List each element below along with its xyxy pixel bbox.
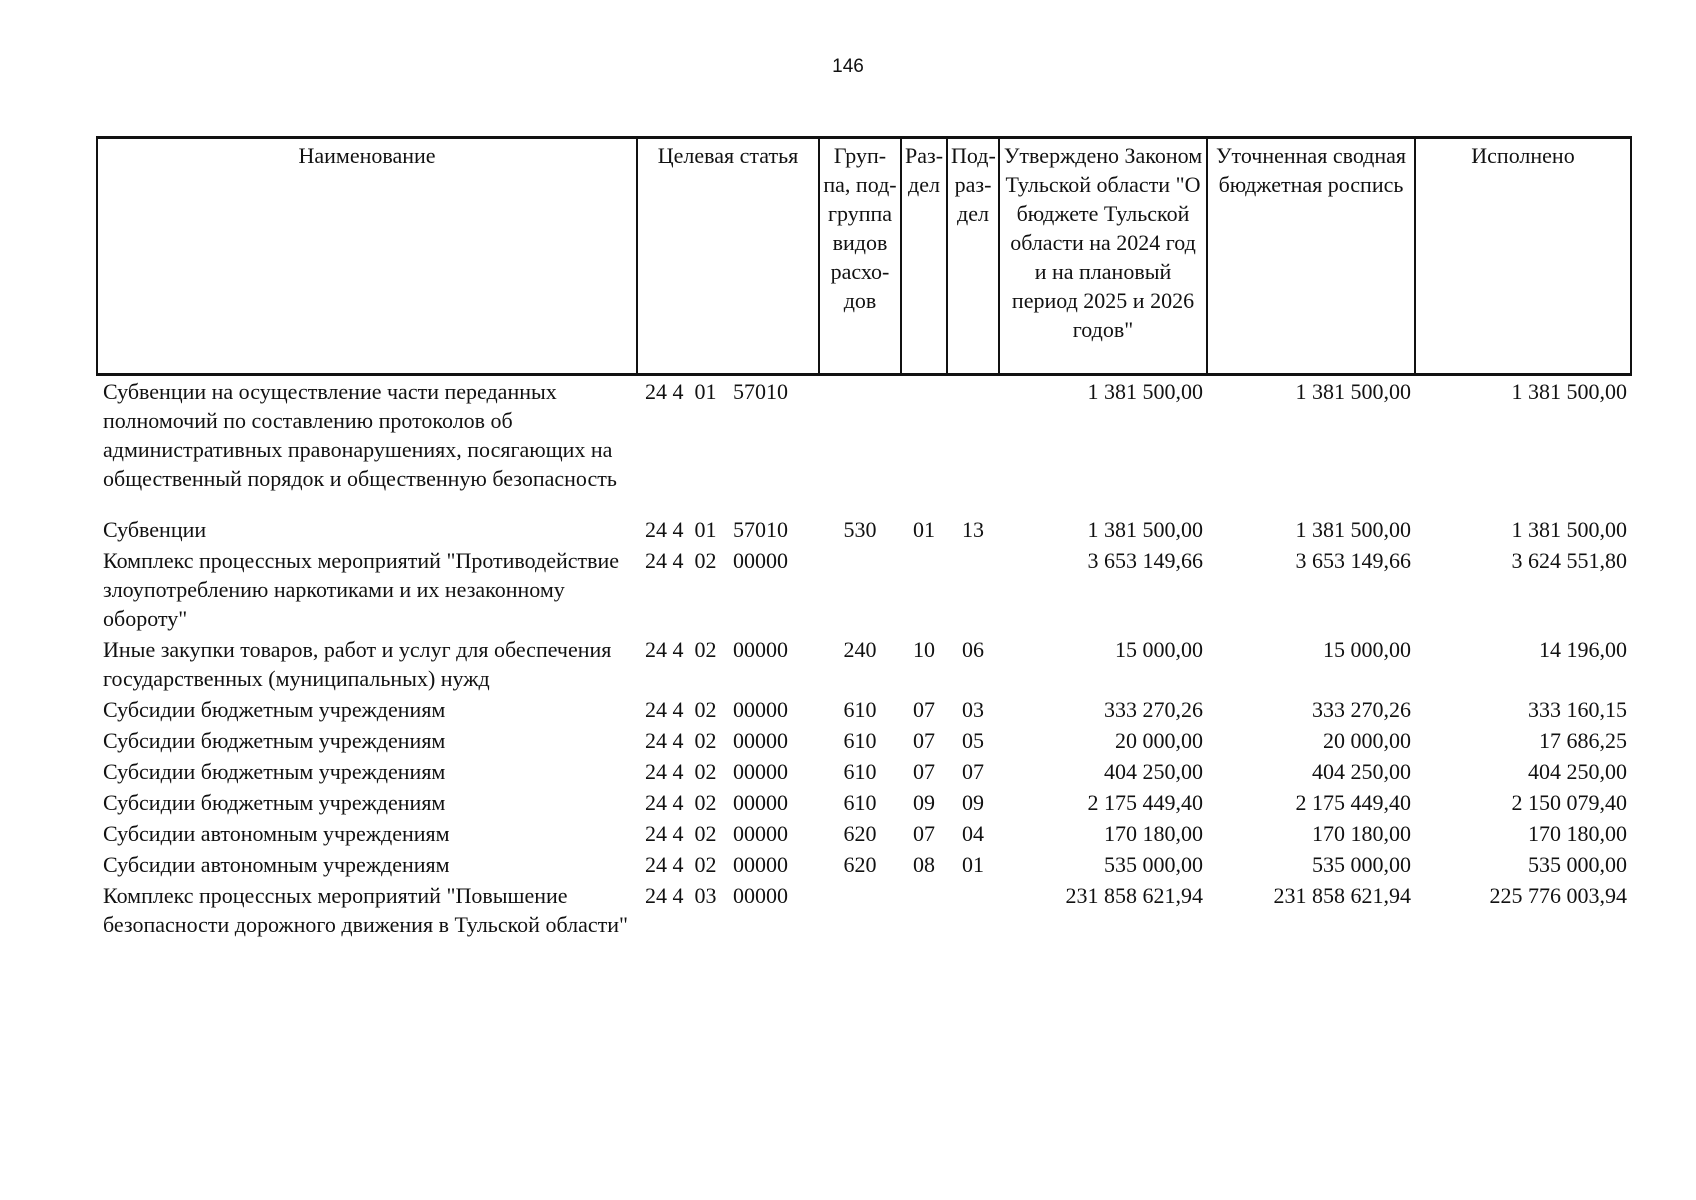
header-approved: Утверждено Законом Тульской области "О бюджете Тульской области на 2024 год и на плановый период 2025 и 2026 годов" [999,138,1207,375]
cell-name: Субвенции [103,517,207,542]
cell-executed: 225 776 003,94 [1489,883,1627,908]
cell-group: 610 [843,728,877,753]
cell-executed: 17 686,25 [1539,728,1627,753]
cell-name: Субсидии автономным учреждениям [103,821,450,846]
cell-approved: 404 250,00 [1104,759,1203,784]
cell-group: 620 [843,821,877,846]
cell-group: 620 [843,852,877,877]
cell-specified: 1 381 500,00 [1295,517,1411,542]
budget-table [96,136,1632,940]
cell-subsection [947,375,999,495]
cell-approved: 3 653 149,66 [1087,548,1203,573]
cell-subsection: 04 [962,821,984,846]
header-specified: Уточненная сводная бюджетная роспись [1207,138,1415,375]
cell-executed: 535 000,00 [1528,852,1627,877]
cell-section: 07 [913,821,935,846]
cell-target: 24 4 02 00000 [645,637,788,662]
cell-name: Комплекс процессных мероприятий "Повышение безопасности дорожного движения в Тульской области" [103,883,628,937]
header-group: Груп-па, под-группа видов расхо-дов [819,138,901,375]
cell-name: Комплекс процессных мероприятий "Противодействие злоупотреблению наркотиками и их незаконному обороту" [103,548,620,631]
cell-specified: 20 000,00 [1323,728,1411,753]
cell-subsection: 01 [962,852,984,877]
cell-name: Субсидии бюджетным учреждениям [103,790,446,815]
cell-subsection: 03 [962,697,984,722]
page-number: 146 [832,56,864,77]
cell-target: 24 4 03 00000 [645,883,788,908]
cell-executed: 3 624 551,80 [1511,548,1627,573]
cell-subsection [947,880,999,940]
table-row [97,849,1631,880]
cell-specified: 15 000,00 [1323,637,1411,662]
cell-executed: 333 160,15 [1528,697,1627,722]
table-body [97,375,1631,941]
cell-executed: 1 381 500,00 [1511,517,1627,542]
cell-name: Субсидии бюджетным учреждениям [103,759,446,784]
cell-target: 24 4 01 57010 [645,379,788,404]
table-header [97,138,1631,375]
cell-subsection [947,545,999,634]
table-row [97,634,1631,694]
cell-name: Субвенции на осуществление части переданных полномочий по составлению протоколов об административных правонарушениях, посягающих на общественный порядок и общественную безопасность [103,379,617,491]
cell-executed: 1 381 500,00 [1511,379,1627,404]
cell-target: 24 4 02 00000 [645,852,788,877]
cell-group [819,375,901,495]
cell-name: Субсидии бюджетным учреждениям [103,728,446,753]
cell-approved: 1 381 500,00 [1087,517,1203,542]
cell-target: 24 4 02 00000 [645,697,788,722]
cell-section: 01 [913,517,935,542]
header-name: Наименование [97,138,637,375]
table-row [97,545,1631,634]
header-subsection: Под-раз-дел [947,138,999,375]
cell-specified: 404 250,00 [1312,759,1411,784]
table-row [97,694,1631,725]
cell-specified: 170 180,00 [1312,821,1411,846]
cell-approved: 170 180,00 [1104,821,1203,846]
cell-target: 24 4 02 00000 [645,821,788,846]
cell-target: 24 4 01 57010 [645,517,788,542]
header-section: Раз-дел [901,138,947,375]
cell-executed: 404 250,00 [1528,759,1627,784]
cell-approved: 535 000,00 [1104,852,1203,877]
row-spacer [97,494,1631,514]
cell-executed: 14 196,00 [1539,637,1627,662]
cell-specified: 231 858 621,94 [1273,883,1411,908]
cell-name: Иные закупки товаров, работ и услуг для обеспечения государственных (муниципальных) нужд [103,637,612,691]
cell-specified: 333 270,26 [1312,697,1411,722]
cell-approved: 231 858 621,94 [1065,883,1203,908]
cell-group: 240 [843,637,877,662]
cell-group: 610 [843,697,877,722]
cell-approved: 2 175 449,40 [1087,790,1203,815]
cell-subsection: 07 [962,759,984,784]
cell-section: 10 [913,637,935,662]
cell-section: 08 [913,852,935,877]
cell-target: 24 4 02 00000 [645,790,788,815]
cell-specified: 3 653 149,66 [1295,548,1411,573]
cell-group: 610 [843,759,877,784]
cell-section: 09 [913,790,935,815]
cell-group: 610 [843,790,877,815]
cell-approved: 20 000,00 [1115,728,1203,753]
cell-target: 24 4 02 00000 [645,759,788,784]
cell-section: 07 [913,697,935,722]
cell-subsection: 13 [962,517,984,542]
cell-subsection: 06 [962,637,984,662]
cell-subsection: 09 [962,790,984,815]
table-row [97,725,1631,756]
cell-target: 24 4 02 00000 [645,728,788,753]
cell-specified: 2 175 449,40 [1295,790,1411,815]
cell-section [901,545,947,634]
cell-group [819,880,901,940]
cell-section [901,375,947,495]
cell-section: 07 [913,728,935,753]
table-row [97,375,1631,495]
cell-executed: 2 150 079,40 [1511,790,1627,815]
cell-approved: 333 270,26 [1104,697,1203,722]
cell-subsection: 05 [962,728,984,753]
cell-name: Субсидии автономным учреждениям [103,852,450,877]
cell-approved: 1 381 500,00 [1087,379,1203,404]
cell-group: 530 [843,517,877,542]
cell-specified: 535 000,00 [1312,852,1411,877]
table-row [97,787,1631,818]
cell-target: 24 4 02 00000 [645,548,788,573]
table-row [97,756,1631,787]
spacer-cell [97,494,1631,514]
cell-group [819,545,901,634]
header-executed: Исполнено [1415,138,1631,375]
table-row [97,514,1631,545]
cell-specified: 1 381 500,00 [1295,379,1411,404]
budget-table-container [96,136,1630,940]
header-row [97,138,1631,375]
table-row [97,818,1631,849]
header-target: Целевая статья [637,138,819,375]
table-row [97,880,1631,940]
cell-approved: 15 000,00 [1115,637,1203,662]
cell-section [901,880,947,940]
cell-executed: 170 180,00 [1528,821,1627,846]
cell-section: 07 [913,759,935,784]
cell-name: Субсидии бюджетным учреждениям [103,697,446,722]
